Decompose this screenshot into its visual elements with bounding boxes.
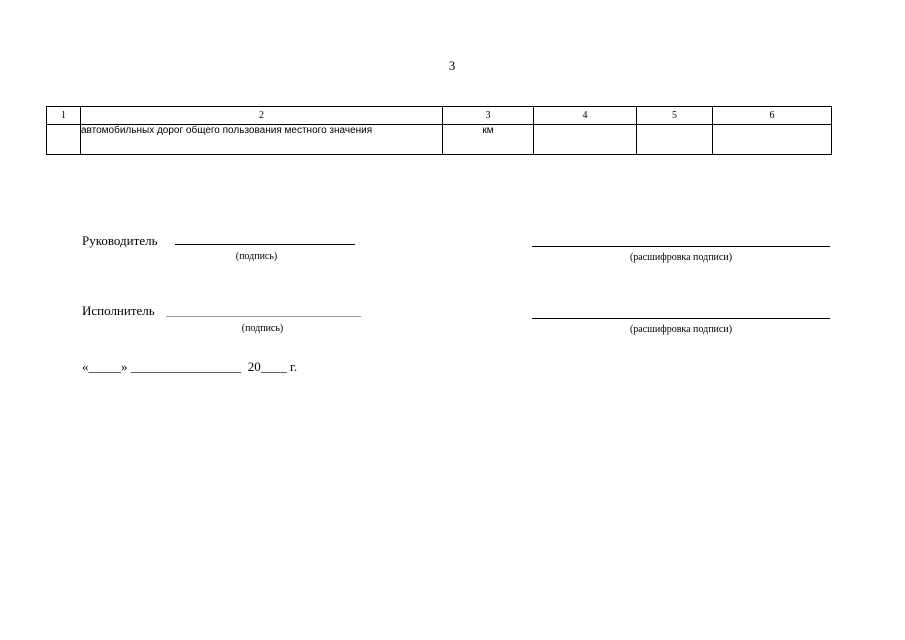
executor-signature-hint: (подпись) [241, 323, 284, 334]
head-decoding-hint: (расшифровка подписи) [629, 252, 733, 263]
date-month-blank: _________________ [130, 359, 242, 374]
header-col-6: 6 [713, 107, 832, 125]
date-day-blank: _____ [88, 359, 121, 374]
header-col-5: 5 [637, 107, 713, 125]
date-close-quote: » [121, 359, 128, 374]
row-cell-1 [47, 125, 81, 155]
row-cell-4 [534, 125, 637, 155]
header-col-3: 3 [443, 107, 534, 125]
date-year-blank: ____ [260, 359, 287, 374]
date-line [82, 359, 297, 375]
executor-signature-line [166, 316, 361, 317]
executor-decoding-hint: (расшифровка подписи) [629, 324, 733, 335]
header-col-4: 4 [534, 107, 637, 125]
executor-label: Исполнитель [82, 303, 155, 318]
row-cell-6 [713, 125, 832, 155]
head-label: Руководитель [82, 233, 158, 248]
date-year-suffix: г. [290, 359, 298, 374]
report-table [46, 106, 832, 155]
executor-decoding-line [532, 318, 830, 319]
date-open-quote: « [82, 359, 89, 374]
header-col-1: 1 [47, 107, 81, 125]
date-year-prefix: 20 [247, 359, 261, 374]
page-number: 3 [448, 58, 456, 73]
row-cell-name: автомобильных дорог общего пользования местного значения [81, 125, 443, 155]
table-header-row [47, 107, 832, 125]
row-cell-5 [637, 125, 713, 155]
head-decoding-line [532, 246, 830, 247]
head-signature-line [175, 244, 355, 245]
row-cell-unit: км [443, 125, 534, 155]
table-row [47, 125, 832, 155]
head-signature-hint: (подпись) [235, 251, 278, 262]
header-col-2: 2 [81, 107, 443, 125]
